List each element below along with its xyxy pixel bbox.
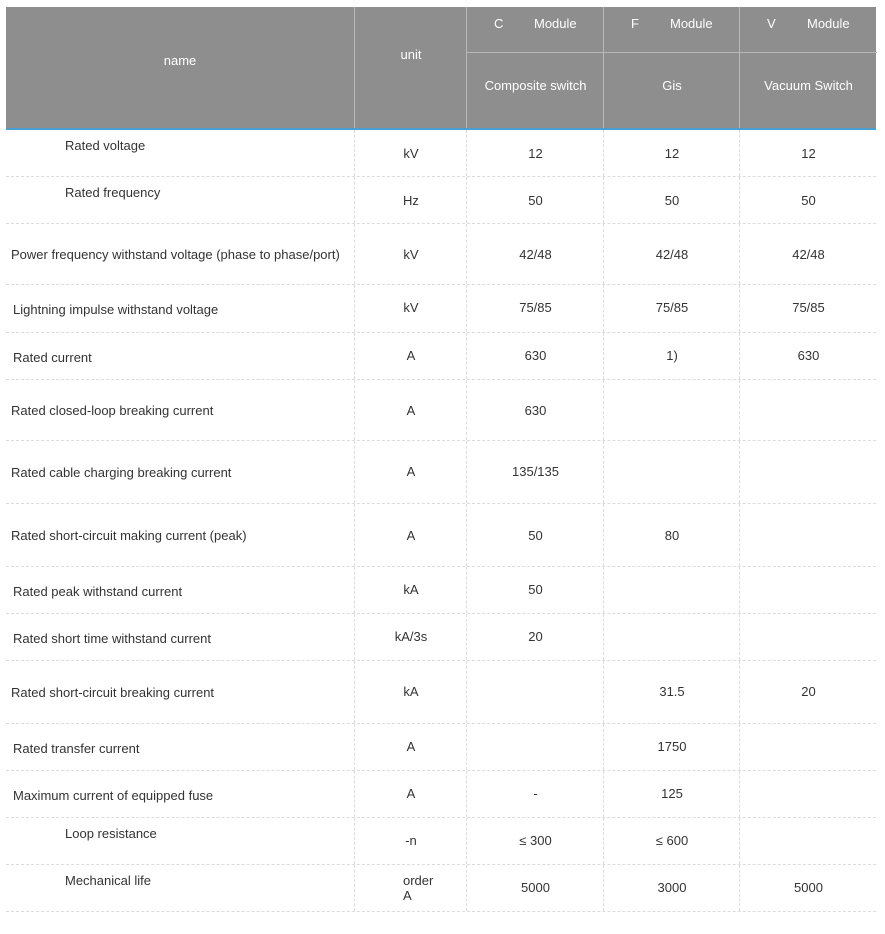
row-c-value: ≤ 300 xyxy=(519,833,552,848)
cell-name xyxy=(6,614,354,660)
row-f-value: 1) xyxy=(666,348,678,363)
cell-c xyxy=(466,130,604,176)
row-c-value: 5000 xyxy=(521,880,550,895)
row-c-value: 75/85 xyxy=(519,300,552,315)
table-row xyxy=(6,380,876,441)
row-v-value: 20 xyxy=(801,684,816,699)
cell-unit xyxy=(354,818,467,864)
cell-v xyxy=(739,380,877,440)
cell-c xyxy=(466,380,604,440)
row-c-value: 50 xyxy=(528,193,543,208)
cell-name xyxy=(6,724,354,770)
row-f-value: 3000 xyxy=(657,880,687,895)
header-unit-cell xyxy=(354,7,467,128)
cell-unit xyxy=(354,724,467,770)
spec-table xyxy=(6,7,876,912)
row-unit-value: kV xyxy=(403,300,419,315)
row-c-value: 42/48 xyxy=(519,247,552,262)
row-unit-value: A xyxy=(406,348,416,363)
row-name: Lightning impulse withstand voltage xyxy=(13,302,219,317)
cell-unit xyxy=(354,661,467,723)
cell-f xyxy=(603,818,740,864)
row-f-value: 42/48 xyxy=(655,247,689,262)
table-row xyxy=(6,333,876,380)
row-unit-value: A xyxy=(406,739,416,754)
cell-c xyxy=(466,441,604,503)
cell-f xyxy=(603,567,740,613)
cell-c xyxy=(466,614,604,660)
row-unit-value: order A xyxy=(403,873,434,903)
cell-c xyxy=(466,771,604,817)
cell-unit xyxy=(354,130,467,176)
row-f-value: 50 xyxy=(664,193,680,208)
cell-name xyxy=(6,661,354,723)
row-name: Loop resistance xyxy=(65,826,157,841)
cell-unit xyxy=(354,380,467,440)
row-c-value: 12 xyxy=(528,146,543,161)
cell-c xyxy=(466,724,604,770)
row-c-value: 630 xyxy=(524,403,547,418)
row-f-value: 1750 xyxy=(657,739,687,754)
table-row xyxy=(6,661,876,724)
header-name-label: name xyxy=(163,53,197,68)
module-c-word: Module xyxy=(534,16,577,31)
cell-f xyxy=(603,661,740,723)
row-name: Maximum current of equipped fuse xyxy=(13,788,214,803)
cell-v xyxy=(739,661,877,723)
cell-v xyxy=(739,130,877,176)
cell-v xyxy=(739,285,877,332)
cell-v xyxy=(739,724,877,770)
row-v-value: 5000 xyxy=(794,880,823,895)
cell-unit xyxy=(354,224,467,284)
cell-name xyxy=(6,130,354,176)
table-body xyxy=(6,130,876,912)
row-v-value: 42/48 xyxy=(792,247,825,262)
cell-f xyxy=(603,130,740,176)
row-name: Rated closed-loop breaking current xyxy=(11,403,214,418)
header-name-cell xyxy=(6,7,354,128)
row-unit-value: A xyxy=(406,464,416,479)
cell-c xyxy=(466,865,604,911)
cell-f xyxy=(603,724,740,770)
row-name: Rated cable charging breaking current xyxy=(11,465,232,480)
cell-c xyxy=(466,285,604,332)
table-row xyxy=(6,724,876,771)
cell-v xyxy=(739,865,877,911)
row-unit-value: kA xyxy=(403,582,419,597)
module-v-word: Module xyxy=(807,16,850,31)
row-unit-value: Hz xyxy=(403,193,419,208)
cell-unit xyxy=(354,771,467,817)
cell-f xyxy=(603,771,740,817)
header-module-c xyxy=(466,7,604,128)
row-f-value: 80 xyxy=(664,528,680,543)
row-name: Rated current xyxy=(13,350,92,365)
cell-f xyxy=(603,441,740,503)
row-c-value: 20 xyxy=(528,629,543,644)
cell-c xyxy=(466,818,604,864)
cell-unit xyxy=(354,285,467,332)
table-row xyxy=(6,567,876,614)
cell-unit xyxy=(354,333,467,379)
cell-c xyxy=(466,333,604,379)
module-v-letter: V xyxy=(767,16,776,31)
table-row xyxy=(6,441,876,504)
cell-c xyxy=(466,224,604,284)
cell-f xyxy=(603,614,740,660)
cell-unit xyxy=(354,504,467,566)
table-row xyxy=(6,614,876,661)
header-module-f xyxy=(603,7,740,128)
table-row xyxy=(6,130,876,177)
table-header xyxy=(6,7,876,130)
cell-name xyxy=(6,771,354,817)
module-f-word: Module xyxy=(670,16,713,31)
cell-c xyxy=(466,661,604,723)
row-v-value: 50 xyxy=(801,193,816,208)
header-unit-label: unit xyxy=(400,47,422,62)
cell-v xyxy=(739,177,877,223)
cell-f xyxy=(603,865,740,911)
row-f-value: 75/85 xyxy=(655,300,689,315)
cell-v xyxy=(739,614,877,660)
table-row xyxy=(6,865,876,912)
cell-name xyxy=(6,504,354,566)
row-unit-value: -n xyxy=(405,833,417,848)
table-row xyxy=(6,224,876,285)
row-f-value: 12 xyxy=(664,146,680,161)
cell-v xyxy=(739,567,877,613)
row-f-value: 31.5 xyxy=(659,684,685,699)
cell-unit xyxy=(354,441,467,503)
cell-v xyxy=(739,333,877,379)
module-c-letter: C xyxy=(494,16,504,31)
row-name: Rated peak withstand current xyxy=(13,584,183,599)
module-f-type: Gis xyxy=(662,78,682,93)
cell-f xyxy=(603,333,740,379)
row-unit-value: kA xyxy=(403,684,419,699)
row-v-value: 630 xyxy=(797,348,820,363)
cell-unit xyxy=(354,865,467,911)
cell-v xyxy=(739,441,877,503)
cell-v xyxy=(739,818,877,864)
cell-name xyxy=(6,177,354,223)
table-row xyxy=(6,818,876,865)
row-c-value: 630 xyxy=(524,348,547,363)
table-row xyxy=(6,177,876,224)
cell-name xyxy=(6,567,354,613)
cell-v xyxy=(739,771,877,817)
row-name: Rated short-circuit breaking current xyxy=(11,685,215,700)
cell-name xyxy=(6,865,354,911)
cell-v xyxy=(739,504,877,566)
cell-c xyxy=(466,177,604,223)
row-name: Mechanical life xyxy=(65,873,151,888)
row-f-value: 125 xyxy=(661,786,683,801)
module-f-letter: F xyxy=(631,16,639,31)
row-name: Power frequency withstand voltage (phase to phase/port) xyxy=(11,247,340,262)
cell-f xyxy=(603,224,740,284)
module-v-type: Vacuum Switch xyxy=(764,78,853,93)
cell-c xyxy=(466,567,604,613)
row-v-value: 75/85 xyxy=(792,300,825,315)
module-c-type: Composite switch xyxy=(484,78,587,93)
cell-name xyxy=(6,285,354,332)
cell-name xyxy=(6,441,354,503)
table-row xyxy=(6,504,876,567)
table-row xyxy=(6,771,876,818)
cell-f xyxy=(603,380,740,440)
row-c-value: 50 xyxy=(528,528,543,543)
cell-name xyxy=(6,818,354,864)
cell-unit xyxy=(354,177,467,223)
row-c-value: 135/135 xyxy=(512,464,559,479)
row-unit-value: kA/3s xyxy=(394,629,428,644)
row-unit-value: A xyxy=(406,403,416,418)
row-c-value: 50 xyxy=(528,582,543,597)
row-name: Rated voltage xyxy=(65,138,146,153)
row-c-value: - xyxy=(533,786,538,801)
cell-c xyxy=(466,504,604,566)
cell-name xyxy=(6,224,354,284)
cell-f xyxy=(603,504,740,566)
cell-name xyxy=(6,333,354,379)
row-name: Rated frequency xyxy=(65,185,161,200)
row-name: Rated transfer current xyxy=(13,741,140,756)
cell-unit xyxy=(354,567,467,613)
cell-f xyxy=(603,177,740,223)
header-module-v xyxy=(739,7,877,128)
row-name: Rated short time withstand current xyxy=(13,631,211,646)
row-unit-value: kV xyxy=(403,146,419,161)
cell-f xyxy=(603,285,740,332)
cell-name xyxy=(6,380,354,440)
cell-v xyxy=(739,224,877,284)
row-name: Rated short-circuit making current (peak) xyxy=(11,528,247,543)
row-v-value: 12 xyxy=(801,146,816,161)
row-unit-value: A xyxy=(406,786,416,801)
table-row xyxy=(6,285,876,333)
row-unit-value: kV xyxy=(403,247,419,262)
row-unit-value: A xyxy=(406,528,416,543)
cell-unit xyxy=(354,614,467,660)
row-f-value: ≤ 600 xyxy=(655,833,689,848)
